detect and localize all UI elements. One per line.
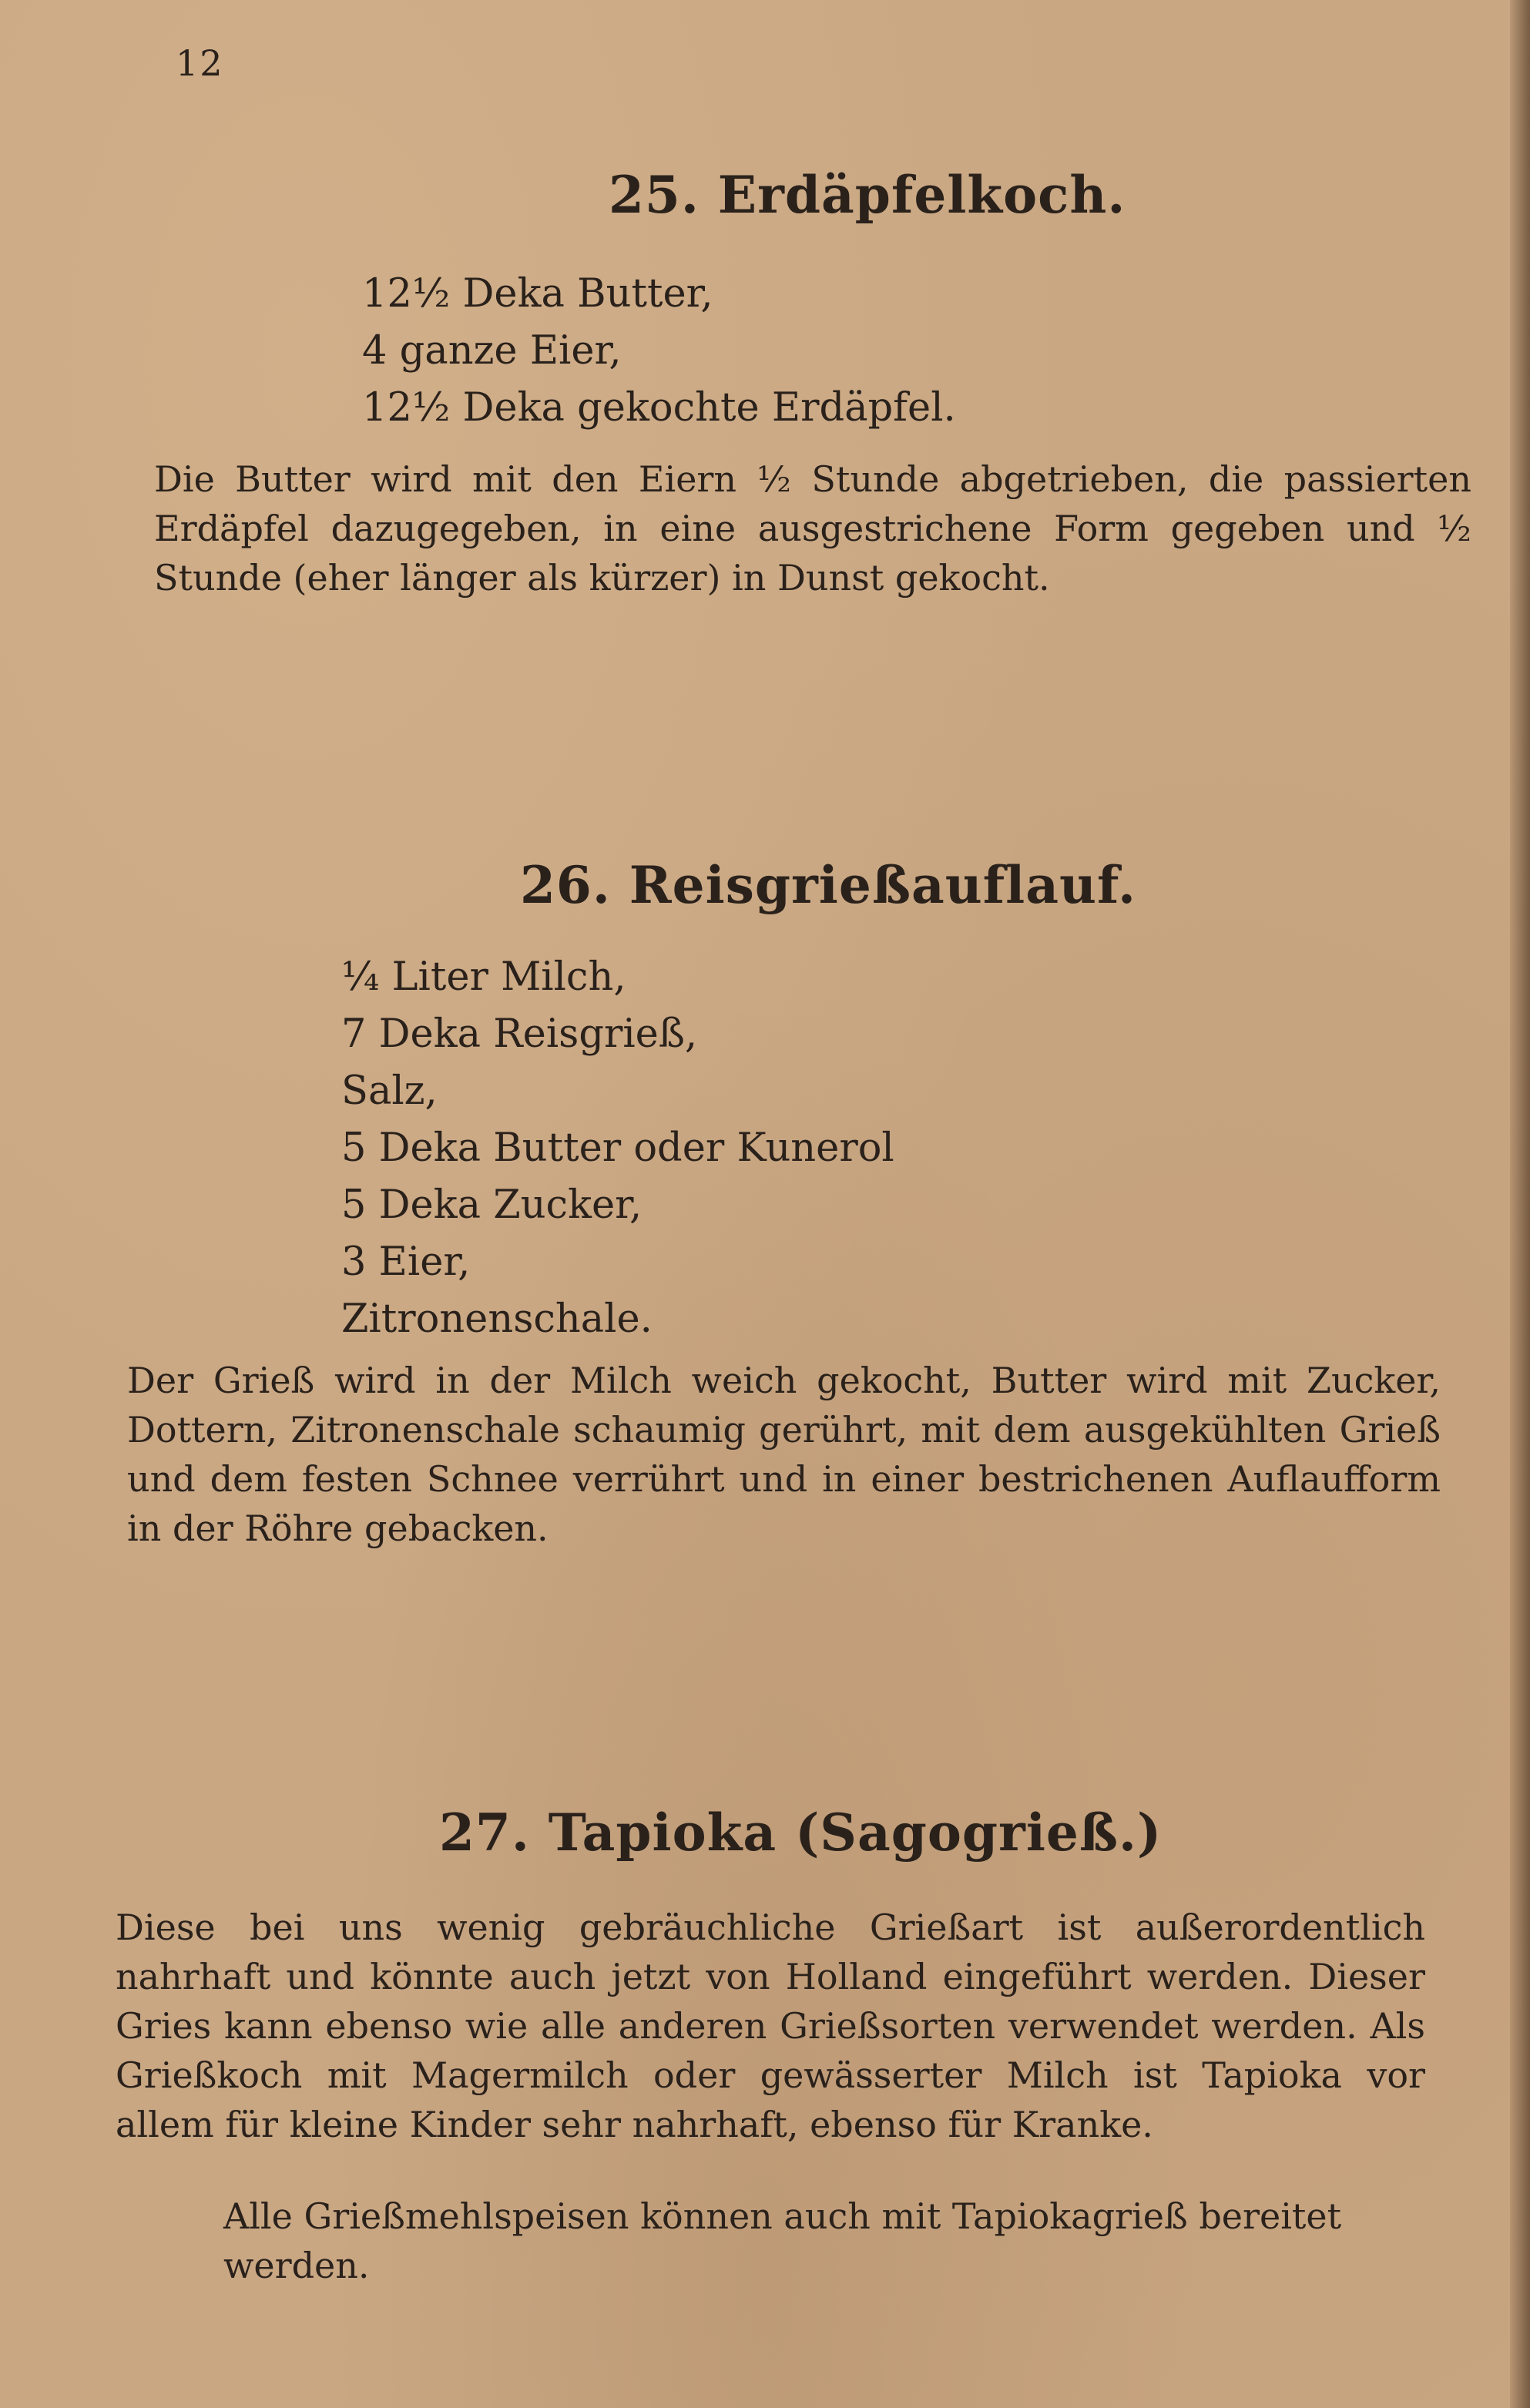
recipe-25-instructions: Die Butter wird mit den Eiern ½ Stunde abgetrieben, die passierten Erdäpfel dazugegeben, in eine ausgestrichene Form gegeben und ½ Stunde (eher länger als kürzer) in Dunst gekocht. xyxy=(154,458,1471,599)
recipe-27-title: 27. Tapioka (Sagogrieß.) xyxy=(439,1803,1163,1863)
page-edge-shadow xyxy=(1510,0,1530,2408)
recipe-26-ingredients xyxy=(341,949,894,1348)
page-number: 12 xyxy=(176,42,224,84)
ingredient-item: 3 Eier, xyxy=(341,1239,471,1285)
ingredient-item: 7 Deka Reisgrieß, xyxy=(341,1011,698,1057)
ingredient-item: 5 Deka Butter oder Kunerol xyxy=(341,1125,894,1171)
recipe-25-ingredients xyxy=(362,266,956,437)
recipe-26-instructions: Der Grieß wird in der Milch weich gekocht, Butter wird mit Zucker, Dottern, Zitronenschale schaumig gerührt, mit dem ausgekühlten Grieß und dem festen Schnee verrührt und in einer bestrichenen Auflaufform in der Röhre gebacken. xyxy=(127,1360,1441,1549)
ingredient-item: Salz, xyxy=(341,1068,438,1114)
ingredient-item: 4 ganze Eier, xyxy=(362,328,622,374)
ingredient-item: 12½ Deka gekochte Erdäpfel. xyxy=(362,385,956,431)
recipe-27-description: Diese bei uns wenig gebräuchliche Grießart ist außerordentlich nahrhaft und könnte auch jetzt von Holland eingeführt werden. Dieser Gries kann ebenso wie alle anderen Grießsorten verwendet werden. Als Grießkoch mit Magermilch oder gewässerter Milch ist Tapioka vor allem für kleine Kinder sehr nahrhaft, ebenso für Kranke. xyxy=(116,1907,1425,2145)
ingredient-item: 5 Deka Zucker, xyxy=(341,1182,643,1228)
recipe-27-note: Alle Grießmehlspeisen können auch mit Tapiokagrieß bereitet werden. xyxy=(223,2195,1342,2286)
ingredient-item: Zitronenschale. xyxy=(341,1296,653,1342)
recipe-26-title: 26. Reisgrießauflauf. xyxy=(520,855,1136,915)
recipe-25-title: 25. Erdäpfelkoch. xyxy=(609,165,1126,225)
ingredient-item: 12½ Deka Butter, xyxy=(362,271,713,317)
ingredient-item: ¼ Liter Milch, xyxy=(341,954,626,1000)
